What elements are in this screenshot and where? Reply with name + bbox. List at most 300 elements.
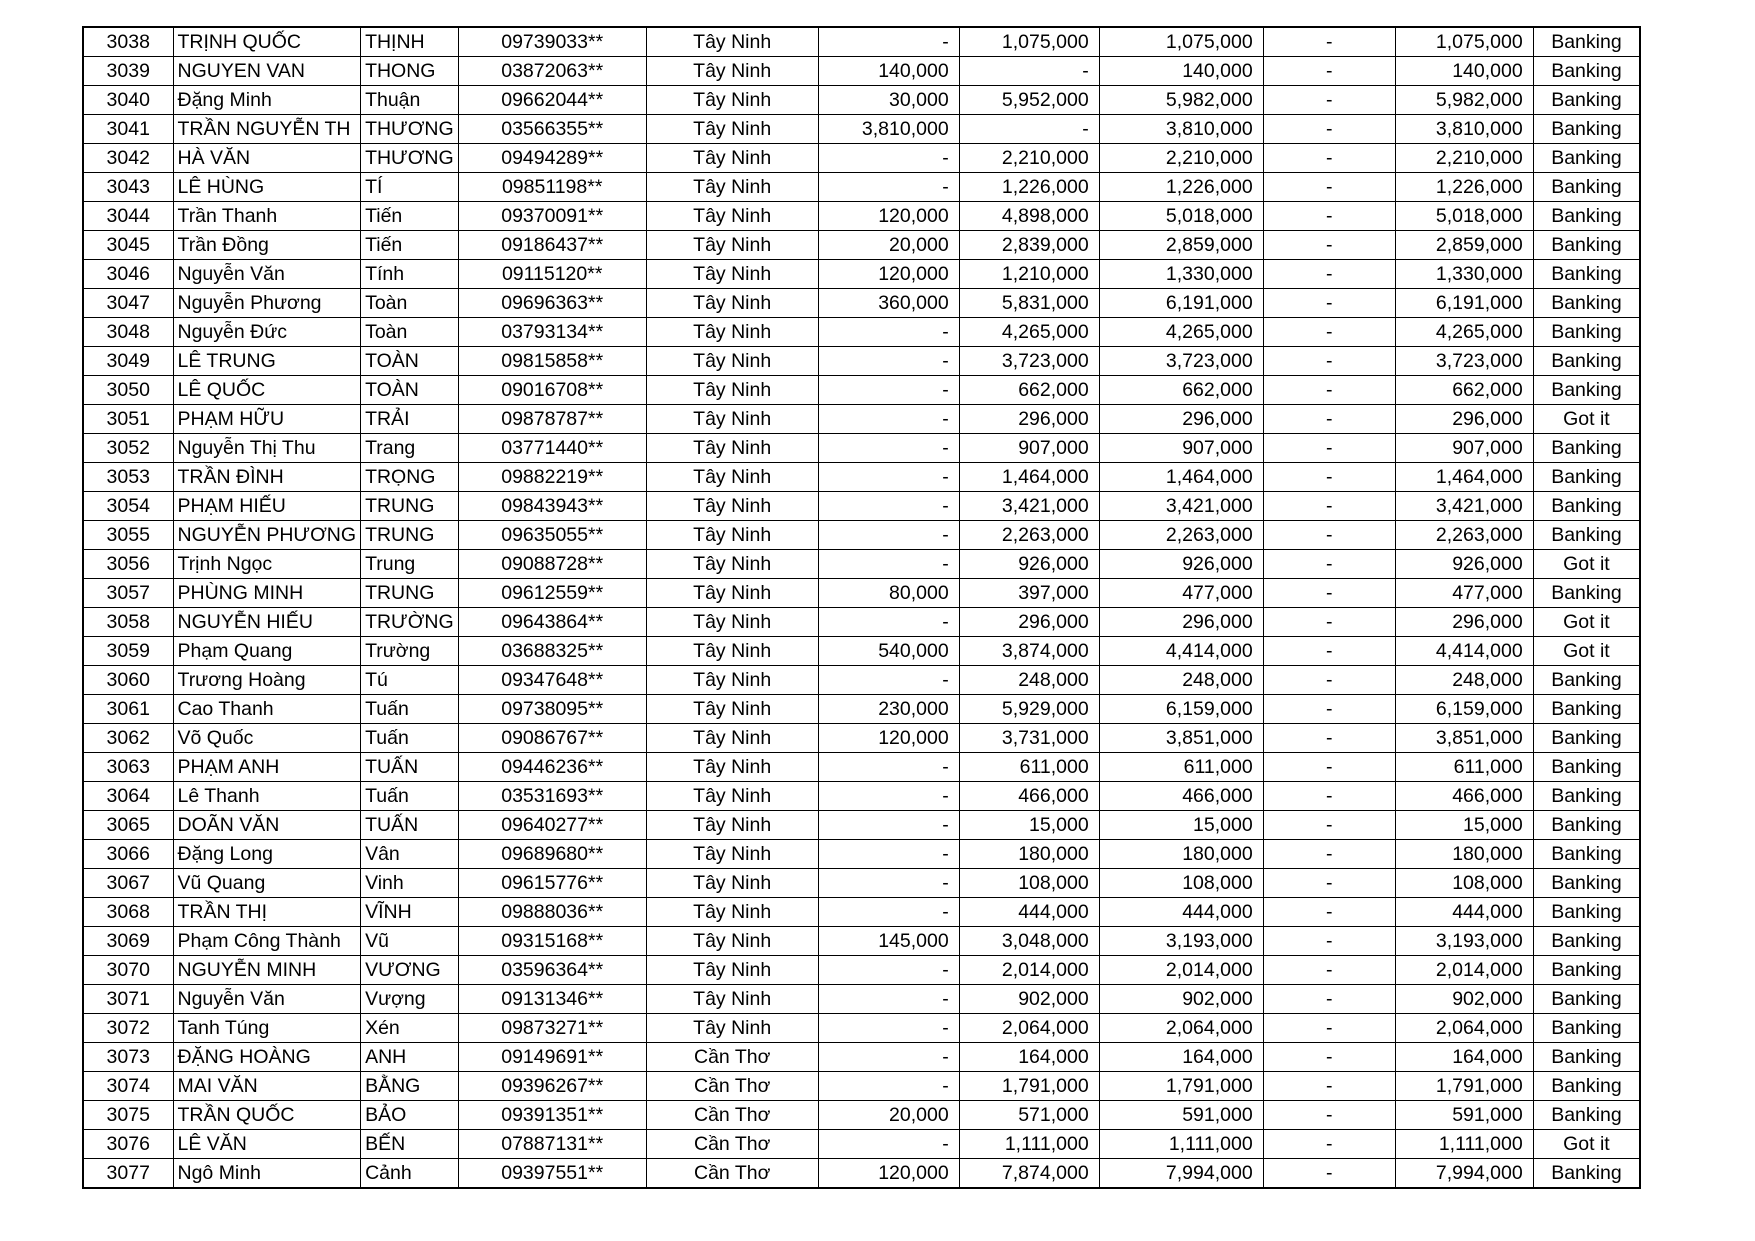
table-row bbox=[83, 1014, 1640, 1043]
amount-b-cell: 2,210,000 bbox=[959, 144, 1099, 173]
first-name-cell: TRUNG bbox=[361, 492, 459, 521]
province-cell: Tây Ninh bbox=[646, 637, 818, 666]
row-id-cell: 3051 bbox=[83, 405, 173, 434]
last-name-cell: Trịnh Ngọc bbox=[173, 550, 361, 579]
table-row bbox=[83, 985, 1640, 1014]
amount-b-cell: 296,000 bbox=[959, 608, 1099, 637]
deduction-cell: - bbox=[1263, 376, 1395, 405]
total-amount-cell: 296,000 bbox=[1099, 405, 1263, 434]
first-name-cell: VƯƠNG bbox=[361, 956, 459, 985]
table-row bbox=[83, 463, 1640, 492]
province-cell: Tây Ninh bbox=[646, 57, 818, 86]
payout-table bbox=[82, 26, 1641, 1189]
row-id-cell: 3047 bbox=[83, 289, 173, 318]
last-name-cell: Nguyễn Đức bbox=[173, 318, 361, 347]
row-id-cell: 3073 bbox=[83, 1043, 173, 1072]
last-name-cell: Vũ Quang bbox=[173, 869, 361, 898]
row-id-cell: 3039 bbox=[83, 57, 173, 86]
phone-number-cell: 09643864** bbox=[458, 608, 646, 637]
amount-a-cell: 230,000 bbox=[818, 695, 959, 724]
amount-b-cell: 397,000 bbox=[959, 579, 1099, 608]
row-id-cell: 3071 bbox=[83, 985, 173, 1014]
total-amount-cell: 1,226,000 bbox=[1099, 173, 1263, 202]
total-amount-cell: 591,000 bbox=[1099, 1101, 1263, 1130]
phone-number-cell: 03771440** bbox=[458, 434, 646, 463]
deduction-cell: - bbox=[1263, 347, 1395, 376]
deduction-cell: - bbox=[1263, 86, 1395, 115]
row-id-cell: 3059 bbox=[83, 637, 173, 666]
payment-method-cell: Banking bbox=[1533, 86, 1640, 115]
last-name-cell: Trần Thanh bbox=[173, 202, 361, 231]
province-cell: Tây Ninh bbox=[646, 434, 818, 463]
phone-number-cell: 09635055** bbox=[458, 521, 646, 550]
payment-method-cell: Banking bbox=[1533, 1043, 1640, 1072]
deduction-cell: - bbox=[1263, 260, 1395, 289]
amount-a-cell: 120,000 bbox=[818, 1159, 959, 1189]
deduction-cell: - bbox=[1263, 1159, 1395, 1189]
last-name-cell: Phạm Quang bbox=[173, 637, 361, 666]
deduction-cell: - bbox=[1263, 27, 1395, 57]
province-cell: Tây Ninh bbox=[646, 666, 818, 695]
amount-b-cell: 1,226,000 bbox=[959, 173, 1099, 202]
phone-number-cell: 09391351** bbox=[458, 1101, 646, 1130]
deduction-cell: - bbox=[1263, 202, 1395, 231]
payment-method-cell: Banking bbox=[1533, 1072, 1640, 1101]
phone-number-cell: 09370091** bbox=[458, 202, 646, 231]
table-row bbox=[83, 202, 1640, 231]
amount-a-cell: - bbox=[818, 1014, 959, 1043]
row-id-cell: 3046 bbox=[83, 260, 173, 289]
amount-a-cell: 80,000 bbox=[818, 579, 959, 608]
amount-b-cell: 296,000 bbox=[959, 405, 1099, 434]
net-amount-cell: 3,421,000 bbox=[1395, 492, 1533, 521]
table-row bbox=[83, 144, 1640, 173]
deduction-cell: - bbox=[1263, 927, 1395, 956]
last-name-cell: TRẦN ĐÌNH bbox=[173, 463, 361, 492]
phone-number-cell: 09738095** bbox=[458, 695, 646, 724]
deduction-cell: - bbox=[1263, 405, 1395, 434]
row-id-cell: 3077 bbox=[83, 1159, 173, 1189]
total-amount-cell: 3,723,000 bbox=[1099, 347, 1263, 376]
total-amount-cell: 4,265,000 bbox=[1099, 318, 1263, 347]
table-row bbox=[83, 1043, 1640, 1072]
table-row bbox=[83, 753, 1640, 782]
amount-a-cell: - bbox=[818, 550, 959, 579]
first-name-cell: Cảnh bbox=[361, 1159, 459, 1189]
amount-b-cell: 1,210,000 bbox=[959, 260, 1099, 289]
last-name-cell: LÊ QUỐC bbox=[173, 376, 361, 405]
first-name-cell: TRƯỜNG bbox=[361, 608, 459, 637]
net-amount-cell: 466,000 bbox=[1395, 782, 1533, 811]
table-row bbox=[83, 231, 1640, 260]
phone-number-cell: 09878787** bbox=[458, 405, 646, 434]
province-cell: Tây Ninh bbox=[646, 318, 818, 347]
amount-b-cell: 2,839,000 bbox=[959, 231, 1099, 260]
table-row bbox=[83, 57, 1640, 86]
row-id-cell: 3060 bbox=[83, 666, 173, 695]
phone-number-cell: 09347648** bbox=[458, 666, 646, 695]
first-name-cell: Tuấn bbox=[361, 782, 459, 811]
payment-method-cell: Banking bbox=[1533, 144, 1640, 173]
total-amount-cell: 2,210,000 bbox=[1099, 144, 1263, 173]
amount-a-cell: - bbox=[818, 492, 959, 521]
amount-a-cell: - bbox=[818, 666, 959, 695]
phone-number-cell: 09815858** bbox=[458, 347, 646, 376]
first-name-cell: Trường bbox=[361, 637, 459, 666]
phone-number-cell: 09494289** bbox=[458, 144, 646, 173]
province-cell: Tây Ninh bbox=[646, 86, 818, 115]
amount-a-cell: - bbox=[818, 1130, 959, 1159]
table-row bbox=[83, 550, 1640, 579]
amount-b-cell: 902,000 bbox=[959, 985, 1099, 1014]
amount-b-cell: 3,874,000 bbox=[959, 637, 1099, 666]
amount-b-cell: 571,000 bbox=[959, 1101, 1099, 1130]
table-row bbox=[83, 173, 1640, 202]
first-name-cell: BẰNG bbox=[361, 1072, 459, 1101]
total-amount-cell: 6,159,000 bbox=[1099, 695, 1263, 724]
row-id-cell: 3057 bbox=[83, 579, 173, 608]
phone-number-cell: 09186437** bbox=[458, 231, 646, 260]
deduction-cell: - bbox=[1263, 57, 1395, 86]
province-cell: Tây Ninh bbox=[646, 985, 818, 1014]
phone-number-cell: 09851198** bbox=[458, 173, 646, 202]
row-id-cell: 3052 bbox=[83, 434, 173, 463]
deduction-cell: - bbox=[1263, 753, 1395, 782]
net-amount-cell: 4,265,000 bbox=[1395, 318, 1533, 347]
total-amount-cell: 1,791,000 bbox=[1099, 1072, 1263, 1101]
net-amount-cell: 444,000 bbox=[1395, 898, 1533, 927]
phone-number-cell: 09662044** bbox=[458, 86, 646, 115]
deduction-cell: - bbox=[1263, 869, 1395, 898]
amount-a-cell: - bbox=[818, 869, 959, 898]
table-row bbox=[83, 898, 1640, 927]
table-row bbox=[83, 289, 1640, 318]
first-name-cell: Vinh bbox=[361, 869, 459, 898]
deduction-cell: - bbox=[1263, 463, 1395, 492]
net-amount-cell: 1,791,000 bbox=[1395, 1072, 1533, 1101]
amount-b-cell: 3,421,000 bbox=[959, 492, 1099, 521]
deduction-cell: - bbox=[1263, 521, 1395, 550]
last-name-cell: Phạm Công Thành bbox=[173, 927, 361, 956]
last-name-cell: ĐẶNG HOÀNG bbox=[173, 1043, 361, 1072]
province-cell: Cần Thơ bbox=[646, 1130, 818, 1159]
amount-b-cell: - bbox=[959, 57, 1099, 86]
total-amount-cell: 15,000 bbox=[1099, 811, 1263, 840]
table-row bbox=[83, 695, 1640, 724]
last-name-cell: TRẦN NGUYỄN TH bbox=[173, 115, 361, 144]
province-cell: Tây Ninh bbox=[646, 1014, 818, 1043]
table-row bbox=[83, 811, 1640, 840]
province-cell: Tây Ninh bbox=[646, 956, 818, 985]
table-row bbox=[83, 1101, 1640, 1130]
amount-a-cell: 140,000 bbox=[818, 57, 959, 86]
last-name-cell: Tanh Túng bbox=[173, 1014, 361, 1043]
row-id-cell: 3064 bbox=[83, 782, 173, 811]
first-name-cell: TUẤN bbox=[361, 753, 459, 782]
total-amount-cell: 5,018,000 bbox=[1099, 202, 1263, 231]
total-amount-cell: 926,000 bbox=[1099, 550, 1263, 579]
payment-method-cell: Banking bbox=[1533, 27, 1640, 57]
deduction-cell: - bbox=[1263, 550, 1395, 579]
total-amount-cell: 2,263,000 bbox=[1099, 521, 1263, 550]
payment-method-cell: Got it bbox=[1533, 550, 1640, 579]
amount-a-cell: - bbox=[818, 376, 959, 405]
province-cell: Cần Thơ bbox=[646, 1159, 818, 1189]
table-row bbox=[83, 434, 1640, 463]
deduction-cell: - bbox=[1263, 1130, 1395, 1159]
table-row bbox=[83, 782, 1640, 811]
amount-a-cell: - bbox=[818, 463, 959, 492]
last-name-cell: DOÃN VĂN bbox=[173, 811, 361, 840]
deduction-cell: - bbox=[1263, 695, 1395, 724]
total-amount-cell: 1,111,000 bbox=[1099, 1130, 1263, 1159]
first-name-cell: Trung bbox=[361, 550, 459, 579]
table-row bbox=[83, 492, 1640, 521]
phone-number-cell: 03566355** bbox=[458, 115, 646, 144]
province-cell: Tây Ninh bbox=[646, 695, 818, 724]
table-row bbox=[83, 318, 1640, 347]
last-name-cell: Cao Thanh bbox=[173, 695, 361, 724]
first-name-cell: Trang bbox=[361, 434, 459, 463]
deduction-cell: - bbox=[1263, 666, 1395, 695]
total-amount-cell: 1,075,000 bbox=[1099, 27, 1263, 57]
province-cell: Tây Ninh bbox=[646, 840, 818, 869]
row-id-cell: 3067 bbox=[83, 869, 173, 898]
amount-b-cell: 1,791,000 bbox=[959, 1072, 1099, 1101]
payment-method-cell: Got it bbox=[1533, 608, 1640, 637]
province-cell: Tây Ninh bbox=[646, 144, 818, 173]
amount-a-cell: - bbox=[818, 1043, 959, 1072]
deduction-cell: - bbox=[1263, 1043, 1395, 1072]
payment-method-cell: Got it bbox=[1533, 405, 1640, 434]
phone-number-cell: 09115120** bbox=[458, 260, 646, 289]
payment-method-cell: Banking bbox=[1533, 57, 1640, 86]
net-amount-cell: 6,191,000 bbox=[1395, 289, 1533, 318]
net-amount-cell: 2,859,000 bbox=[1395, 231, 1533, 260]
amount-b-cell: 3,731,000 bbox=[959, 724, 1099, 753]
deduction-cell: - bbox=[1263, 1101, 1395, 1130]
phone-number-cell: 09397551** bbox=[458, 1159, 646, 1189]
first-name-cell: Thuận bbox=[361, 86, 459, 115]
total-amount-cell: 611,000 bbox=[1099, 753, 1263, 782]
amount-b-cell: 4,265,000 bbox=[959, 318, 1099, 347]
amount-b-cell: 444,000 bbox=[959, 898, 1099, 927]
net-amount-cell: 1,226,000 bbox=[1395, 173, 1533, 202]
net-amount-cell: 180,000 bbox=[1395, 840, 1533, 869]
phone-number-cell: 09088728** bbox=[458, 550, 646, 579]
phone-number-cell: 03596364** bbox=[458, 956, 646, 985]
deduction-cell: - bbox=[1263, 637, 1395, 666]
table-row bbox=[83, 724, 1640, 753]
payment-method-cell: Banking bbox=[1533, 231, 1640, 260]
first-name-cell: Toàn bbox=[361, 289, 459, 318]
first-name-cell: THONG bbox=[361, 57, 459, 86]
row-id-cell: 3053 bbox=[83, 463, 173, 492]
province-cell: Tây Ninh bbox=[646, 347, 818, 376]
total-amount-cell: 1,330,000 bbox=[1099, 260, 1263, 289]
deduction-cell: - bbox=[1263, 1014, 1395, 1043]
total-amount-cell: 477,000 bbox=[1099, 579, 1263, 608]
last-name-cell: Võ Quốc bbox=[173, 724, 361, 753]
row-id-cell: 3045 bbox=[83, 231, 173, 260]
net-amount-cell: 2,210,000 bbox=[1395, 144, 1533, 173]
phone-number-cell: 09396267** bbox=[458, 1072, 646, 1101]
province-cell: Cần Thơ bbox=[646, 1072, 818, 1101]
payment-method-cell: Banking bbox=[1533, 260, 1640, 289]
phone-number-cell: 09888036** bbox=[458, 898, 646, 927]
first-name-cell: Tuấn bbox=[361, 695, 459, 724]
amount-a-cell: 540,000 bbox=[818, 637, 959, 666]
deduction-cell: - bbox=[1263, 811, 1395, 840]
row-id-cell: 3070 bbox=[83, 956, 173, 985]
payment-method-cell: Banking bbox=[1533, 666, 1640, 695]
net-amount-cell: 7,994,000 bbox=[1395, 1159, 1533, 1189]
amount-a-cell: - bbox=[818, 434, 959, 463]
net-amount-cell: 3,851,000 bbox=[1395, 724, 1533, 753]
amount-a-cell: 120,000 bbox=[818, 724, 959, 753]
net-amount-cell: 2,014,000 bbox=[1395, 956, 1533, 985]
first-name-cell: TÍ bbox=[361, 173, 459, 202]
amount-a-cell: 20,000 bbox=[818, 231, 959, 260]
phone-number-cell: 09446236** bbox=[458, 753, 646, 782]
table-row bbox=[83, 347, 1640, 376]
row-id-cell: 3044 bbox=[83, 202, 173, 231]
amount-a-cell: 120,000 bbox=[818, 260, 959, 289]
total-amount-cell: 7,994,000 bbox=[1099, 1159, 1263, 1189]
table-row bbox=[83, 260, 1640, 289]
payment-method-cell: Banking bbox=[1533, 521, 1640, 550]
last-name-cell: LÊ TRUNG bbox=[173, 347, 361, 376]
amount-b-cell: 108,000 bbox=[959, 869, 1099, 898]
table-body bbox=[83, 27, 1640, 1188]
row-id-cell: 3066 bbox=[83, 840, 173, 869]
first-name-cell: Tú bbox=[361, 666, 459, 695]
province-cell: Tây Ninh bbox=[646, 260, 818, 289]
phone-number-cell: 09612559** bbox=[458, 579, 646, 608]
total-amount-cell: 3,421,000 bbox=[1099, 492, 1263, 521]
row-id-cell: 3048 bbox=[83, 318, 173, 347]
table-row bbox=[83, 666, 1640, 695]
amount-b-cell: 248,000 bbox=[959, 666, 1099, 695]
net-amount-cell: 662,000 bbox=[1395, 376, 1533, 405]
table-row bbox=[83, 1072, 1640, 1101]
last-name-cell: TRỊNH QUỐC bbox=[173, 27, 361, 57]
payment-method-cell: Banking bbox=[1533, 811, 1640, 840]
row-id-cell: 3049 bbox=[83, 347, 173, 376]
amount-a-cell: 30,000 bbox=[818, 86, 959, 115]
province-cell: Tây Ninh bbox=[646, 492, 818, 521]
amount-b-cell: 2,014,000 bbox=[959, 956, 1099, 985]
last-name-cell: Trần Đồng bbox=[173, 231, 361, 260]
deduction-cell: - bbox=[1263, 434, 1395, 463]
amount-a-cell: - bbox=[818, 811, 959, 840]
phone-number-cell: 09843943** bbox=[458, 492, 646, 521]
row-id-cell: 3063 bbox=[83, 753, 173, 782]
last-name-cell: NGUYỄN HIẾU bbox=[173, 608, 361, 637]
total-amount-cell: 296,000 bbox=[1099, 608, 1263, 637]
amount-a-cell: 20,000 bbox=[818, 1101, 959, 1130]
payment-method-cell: Banking bbox=[1533, 724, 1640, 753]
amount-b-cell: 2,263,000 bbox=[959, 521, 1099, 550]
total-amount-cell: 3,193,000 bbox=[1099, 927, 1263, 956]
amount-a-cell: - bbox=[818, 898, 959, 927]
province-cell: Tây Ninh bbox=[646, 898, 818, 927]
phone-number-cell: 09615776** bbox=[458, 869, 646, 898]
net-amount-cell: 3,193,000 bbox=[1395, 927, 1533, 956]
amount-a-cell: - bbox=[818, 144, 959, 173]
row-id-cell: 3074 bbox=[83, 1072, 173, 1101]
table-row bbox=[83, 840, 1640, 869]
payment-method-cell: Banking bbox=[1533, 869, 1640, 898]
total-amount-cell: 108,000 bbox=[1099, 869, 1263, 898]
table-row bbox=[83, 637, 1640, 666]
first-name-cell: Xén bbox=[361, 1014, 459, 1043]
payment-method-cell: Banking bbox=[1533, 347, 1640, 376]
phone-number-cell: 09689680** bbox=[458, 840, 646, 869]
amount-b-cell: 180,000 bbox=[959, 840, 1099, 869]
net-amount-cell: 108,000 bbox=[1395, 869, 1533, 898]
province-cell: Tây Ninh bbox=[646, 376, 818, 405]
net-amount-cell: 902,000 bbox=[1395, 985, 1533, 1014]
last-name-cell: NGUYEN VAN bbox=[173, 57, 361, 86]
last-name-cell: PHẠM HIẾU bbox=[173, 492, 361, 521]
last-name-cell: HÀ VĂN bbox=[173, 144, 361, 173]
row-id-cell: 3041 bbox=[83, 115, 173, 144]
phone-number-cell: 09873271** bbox=[458, 1014, 646, 1043]
first-name-cell: Vượng bbox=[361, 985, 459, 1014]
province-cell: Tây Ninh bbox=[646, 782, 818, 811]
net-amount-cell: 2,263,000 bbox=[1395, 521, 1533, 550]
amount-b-cell: 15,000 bbox=[959, 811, 1099, 840]
first-name-cell: Tiến bbox=[361, 231, 459, 260]
first-name-cell: BẾN bbox=[361, 1130, 459, 1159]
net-amount-cell: 5,982,000 bbox=[1395, 86, 1533, 115]
first-name-cell: Tiến bbox=[361, 202, 459, 231]
phone-number-cell: 09131346** bbox=[458, 985, 646, 1014]
deduction-cell: - bbox=[1263, 898, 1395, 927]
net-amount-cell: 907,000 bbox=[1395, 434, 1533, 463]
total-amount-cell: 180,000 bbox=[1099, 840, 1263, 869]
amount-a-cell: 145,000 bbox=[818, 927, 959, 956]
phone-number-cell: 03793134** bbox=[458, 318, 646, 347]
amount-b-cell: 466,000 bbox=[959, 782, 1099, 811]
table-row bbox=[83, 86, 1640, 115]
last-name-cell: Nguyễn Văn bbox=[173, 985, 361, 1014]
total-amount-cell: 248,000 bbox=[1099, 666, 1263, 695]
amount-a-cell: 120,000 bbox=[818, 202, 959, 231]
amount-b-cell: 907,000 bbox=[959, 434, 1099, 463]
net-amount-cell: 3,723,000 bbox=[1395, 347, 1533, 376]
deduction-cell: - bbox=[1263, 318, 1395, 347]
amount-b-cell: - bbox=[959, 115, 1099, 144]
payment-method-cell: Banking bbox=[1533, 376, 1640, 405]
net-amount-cell: 591,000 bbox=[1395, 1101, 1533, 1130]
first-name-cell: Toàn bbox=[361, 318, 459, 347]
province-cell: Tây Ninh bbox=[646, 927, 818, 956]
amount-a-cell: - bbox=[818, 753, 959, 782]
row-id-cell: 3043 bbox=[83, 173, 173, 202]
payment-method-cell: Banking bbox=[1533, 840, 1640, 869]
last-name-cell: Nguyễn Thị Thu bbox=[173, 434, 361, 463]
deduction-cell: - bbox=[1263, 782, 1395, 811]
first-name-cell: TRẢI bbox=[361, 405, 459, 434]
total-amount-cell: 444,000 bbox=[1099, 898, 1263, 927]
payment-method-cell: Banking bbox=[1533, 1014, 1640, 1043]
payment-method-cell: Banking bbox=[1533, 434, 1640, 463]
amount-a-cell: - bbox=[818, 1072, 959, 1101]
deduction-cell: - bbox=[1263, 579, 1395, 608]
last-name-cell: TRẦN QUỐC bbox=[173, 1101, 361, 1130]
